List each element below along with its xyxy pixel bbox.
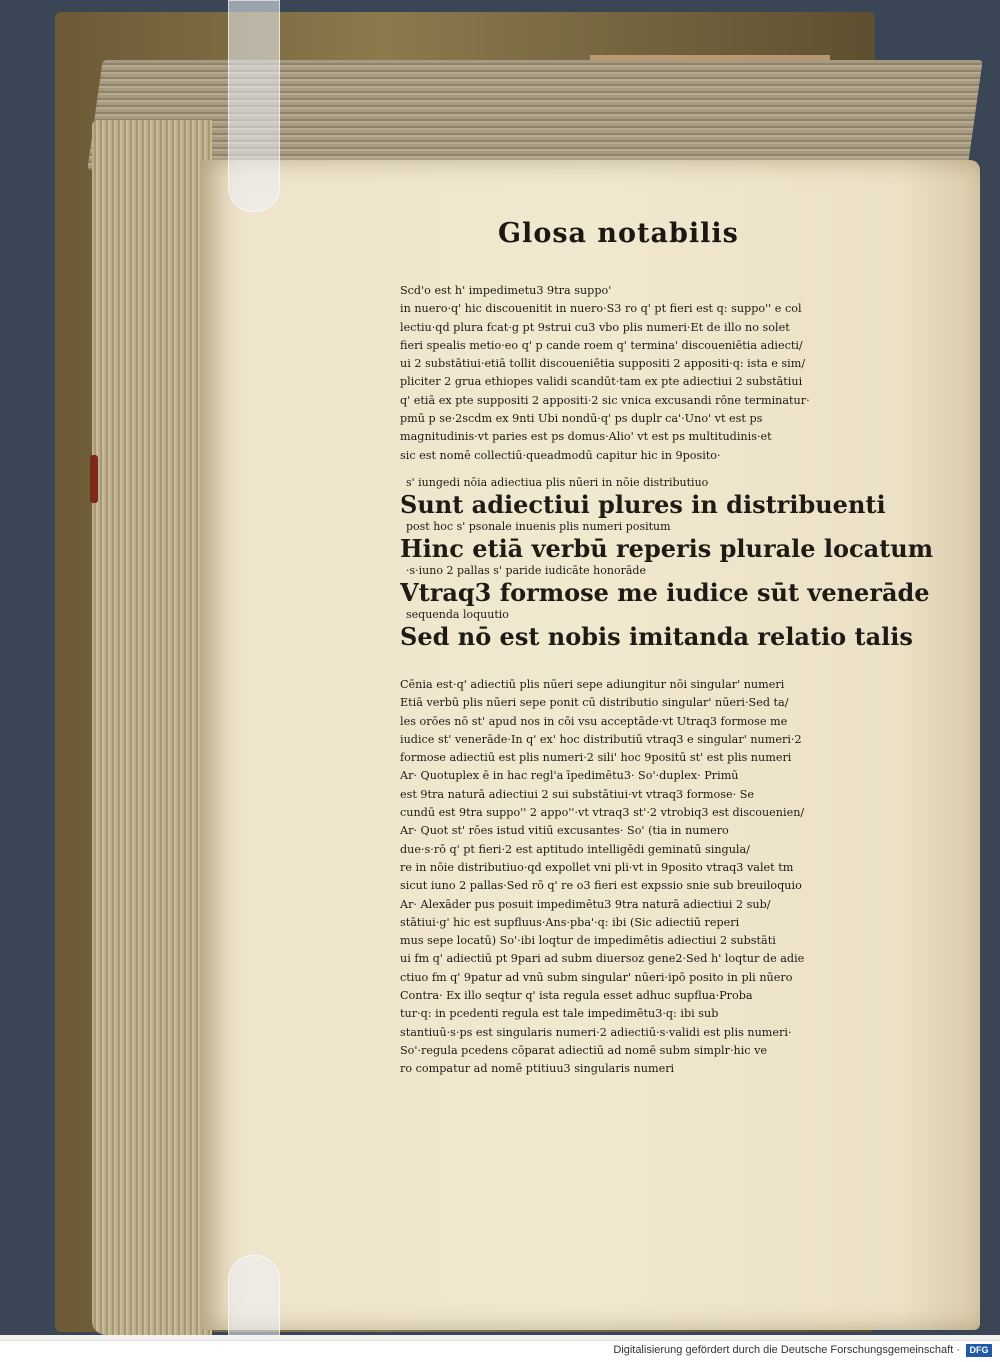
page-clip-bottom (228, 1255, 280, 1335)
footer-bar (0, 1340, 1000, 1362)
text-line: stantiuū·s·ps est singularis numeri·2 adiectiū·s·validi est plis numeri· (400, 1025, 792, 1039)
text-line: Ar· Quot st' rōes istud vitiū excusantes· So' (tia in numero (400, 824, 729, 838)
page-clip-top (228, 0, 280, 212)
text-line: sicut iuno 2 pallas·Sed rō q' re o3 fieri est expssio snie sub breuiloquio (400, 879, 802, 893)
interlinear-gloss: s' iungedi nōia adiectiua plis nūeri in nōie distributiuo (406, 476, 709, 489)
dfg-logo: DFG (966, 1344, 992, 1357)
verse-line: Sunt adiectiui plures in distribuenti (400, 490, 886, 519)
text-line: magnitudinis·vt paries est ps domus·Alio' vt est ps multitudinis·et (400, 430, 772, 444)
text-line: mus sepe locatū) So'·ibi loqtur de impedimētis adiectiui 2 substāti (400, 934, 776, 948)
interlinear-gloss: post hoc s' psonale inuenis plis numeri positum (406, 520, 671, 533)
text-line: formose adiectiū est plis numeri·2 sili' hoc 9positū st' est plis numeri (400, 751, 792, 765)
text-line: ui 2 substātiui·etiā tollit discoueniētia suppositi 2 appositi·q: ista e sim/ (400, 357, 806, 371)
text-line: Etiā verbū plis nūeri sepe ponit cū distributio singular' nūeri·Sed ta/ (400, 696, 789, 710)
page-heading: Glosa notabilis (498, 218, 739, 249)
verse-line: Sed nō est nobis imitanda relatio talis (400, 622, 913, 651)
commentary-paragraph-2 (400, 676, 890, 1079)
text-line: in nuero·q' hic discouenitit in nuero·S3 ro q' pt fieri est q: suppo'' e col (400, 302, 802, 316)
text-line: tur·q: in pcedenti regula est tale impedimētu3·q: ibi sub (400, 1007, 719, 1021)
verse-line: Vtraq3 formose me iudice sūt venerāde (400, 578, 930, 607)
text-line: ctiuo fm q' 9patur ad vnū subm singular' nūeri·ipō posito in pli nūero (400, 970, 793, 984)
text-line: cundū est 9tra suppo'' 2 appo''·vt vtraq3 st'·2 vtrobiq3 est discouenien/ (400, 806, 805, 820)
page-fore-edge (92, 120, 212, 1335)
text-line: sic est nomē collectiū·queadmodū capitur hic in 9posito· (400, 448, 721, 462)
text-line: fieri spealis metio·eo q' p cande roem q' termina' discoueniētia adiecti/ (400, 338, 803, 352)
text-line: Contra· Ex illo seqtur q' ista regula esset adhuc supflua·Proba (400, 989, 753, 1003)
commentary-paragraph-1 (400, 282, 890, 465)
page-top-edge (87, 60, 982, 170)
interlinear-gloss: sequenda loquutio (406, 608, 509, 621)
verse-block (400, 476, 934, 652)
text-line: re in nōie distributiuo·qd expollet vni pli·vt in 9posito vtraq3 valet tm (400, 860, 794, 874)
text-line: pmū p se·2scdm ex 9nti Ubi nondū·q' ps duplr ca'·Uno' vt est ps (400, 412, 763, 426)
funding-notice: Digitalisierung gefördert durch die Deutsche Forschungsgemeinschaft · (613, 1344, 960, 1356)
interlinear-gloss: ·s·iuno 2 pallas s' paride iudicāte honorāde (406, 564, 646, 577)
bookmark-tab (90, 455, 98, 503)
text-line: les orōes nō st' apud nos in cōi vsu acceptāde·vt Utraq3 formose me (400, 714, 788, 728)
text-line: Scd'o est h' impedimetu3 9tra suppo' (400, 284, 612, 297)
verse-line: Hinc etiā verbū reperis plurale locatum (400, 534, 934, 563)
text-line: Ar· Alexāder pus posuit impedimētu3 9tra naturā adiectiui 2 sub/ (400, 897, 771, 911)
text-line: ro compatur ad nomē ptitiuu3 singularis numeri (400, 1062, 675, 1076)
text-line: due·s·rō q' pt fieri·2 est aptitudo intelligēdi geminatū singula/ (400, 842, 750, 856)
text-line: Ar· Quotuplex ē in hac regl'a īpedimētu3· So'·duplex· Primū (400, 769, 739, 783)
text-line: ui fm q' adiectiū pt 9pari ad subm diuersoz gene2·Sed h' loqtur de adie (400, 952, 805, 966)
text-line: iudice st' venerāde·In q' ex' hoc distributiū vtraq3 e singular' numeri·2 (400, 732, 802, 746)
text-line: est 9tra naturā adiectiui 2 sui substātiui·vt vtraq3 formose· Se (400, 787, 755, 801)
text-line: pliciter 2 grua ethiopes validi scandūt·tam ex pte adiectiui 2 substātiui (400, 375, 803, 389)
text-line: Cēnia est·q' adiectiū plis nūeri sepe adiungitur nōi singular' numeri (400, 678, 785, 691)
text-line: stātiui·g' hic est supfluus·Ans·pba'·q: ibi (Sic adiectiū reperi (400, 915, 740, 929)
text-line: So'·regula pcedens cōparat adiectiū ad nomē subm simplr·hic ve (400, 1043, 768, 1057)
text-line: lectiu·qd plura fcat·g pt 9strui cu3 vbo plis numeri·Et de illo no solet (400, 320, 790, 334)
text-line: q' etiā ex pte suppositi 2 appositi·2 sic vnica excusandi rōne terminatur· (400, 393, 810, 407)
